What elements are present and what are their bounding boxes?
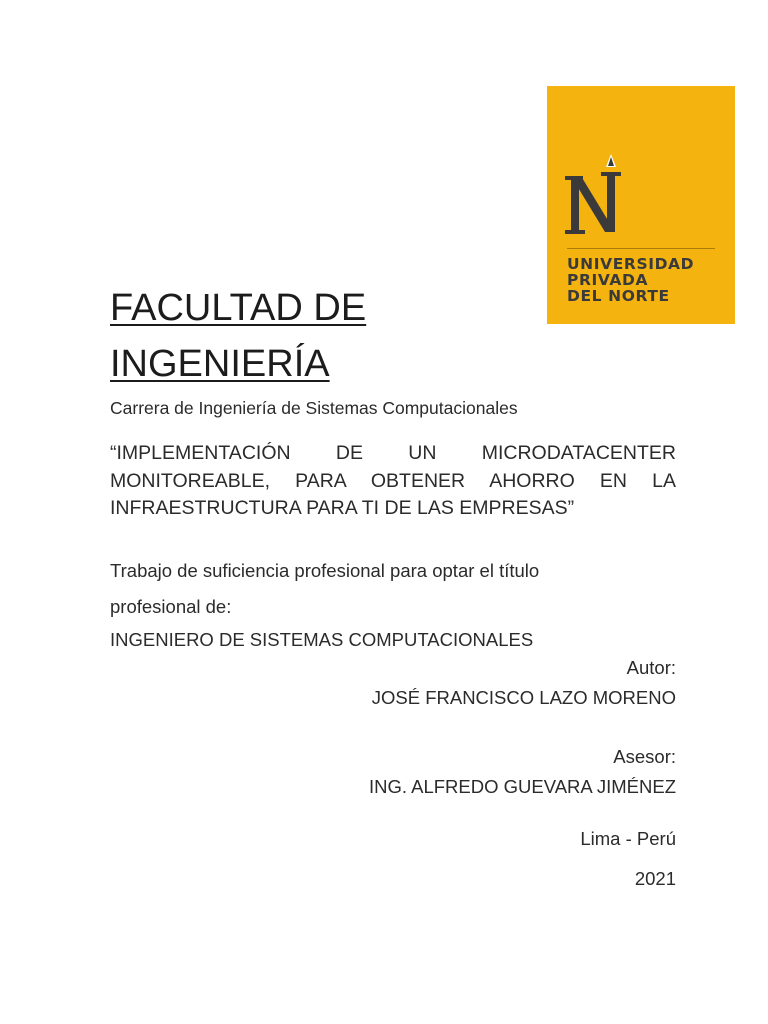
- logo-line-3: DEL NORTE: [567, 287, 670, 305]
- university-n-emblem-icon: [565, 154, 625, 244]
- author-label: Autor:: [626, 657, 676, 678]
- career-name: Carrera de Ingeniería de Sistemas Computacionales: [110, 398, 518, 418]
- advisor-name: ING. ALFREDO GUEVARA JIMÉNEZ: [368, 776, 676, 797]
- faculty-title-line-1: FACULTAD DE: [110, 287, 367, 329]
- degree-name: INGENIERO DE SISTEMAS COMPUTACIONALES: [110, 629, 534, 650]
- faculty-title: [110, 280, 366, 392]
- work-description-line-1: Trabajo de suficiencia profesional para optar el título: [110, 560, 540, 581]
- thesis-title-line-1: “IMPLEMENTACIÓN DE UN MICRODATACENTER: [110, 442, 676, 464]
- advisor-label: Asesor:: [613, 746, 676, 767]
- logo-line-2: PRIVADA: [567, 271, 649, 289]
- author-name: JOSÉ FRANCISCO LAZO MORENO: [371, 687, 676, 708]
- logo-line-1: UNIVERSIDAD: [567, 255, 695, 273]
- work-description: [110, 553, 539, 625]
- thesis-title-line-3: INFRAESTRUCTURA PARA TI DE LAS EMPRESAS”: [110, 497, 575, 519]
- place: Lima - Perú: [580, 828, 676, 849]
- logo-wordmark: [567, 256, 694, 304]
- faculty-title-line-2: INGENIERÍA: [110, 343, 330, 385]
- thesis-title-line-2: MONITOREABLE, PARA OBTENER AHORRO EN LA: [110, 469, 676, 492]
- thesis-title: [110, 440, 676, 523]
- university-logo: [547, 86, 735, 324]
- year: 2021: [634, 868, 676, 889]
- work-description-line-2: profesional de:: [110, 596, 232, 617]
- logo-divider: [567, 248, 715, 249]
